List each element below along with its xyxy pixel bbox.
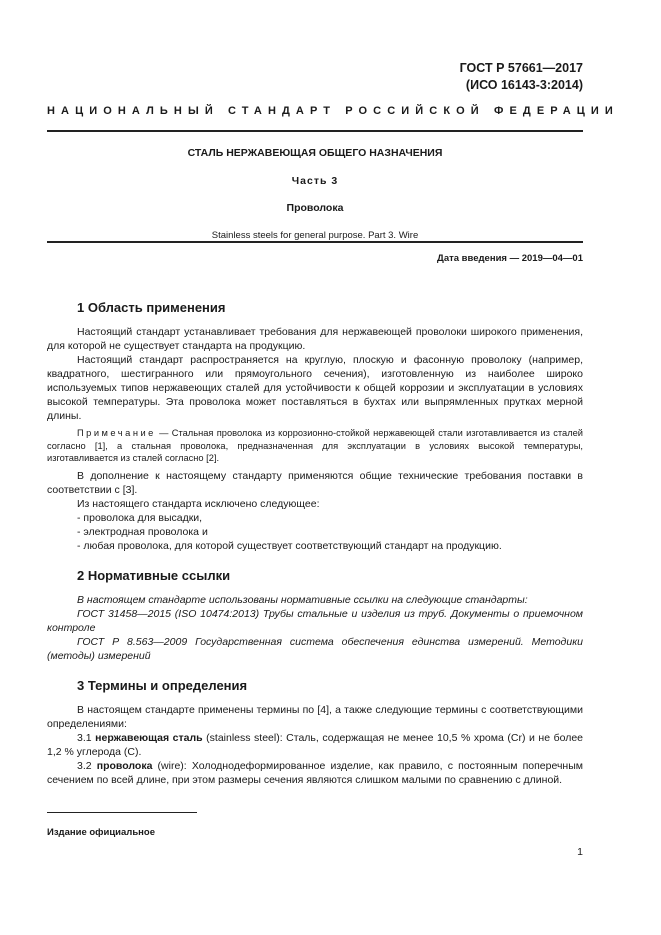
introduction-date: Дата введения — 2019—04—01 <box>437 253 583 264</box>
paragraph: Настоящий стандарт устанавливает требования для нержавеющей проволоки широкого применения, для которой не существует стандарта на продукцию. <box>47 326 583 352</box>
section-terms <box>47 679 583 787</box>
footer-divider <box>47 812 197 813</box>
paragraph: В настоящем стандарте использованы нормативные ссылки на следующие стандарты: <box>77 593 528 606</box>
list-item: - электродная проволока и <box>77 525 208 538</box>
gost-number: ГОСТ Р 57661—2017 <box>459 61 583 75</box>
reference-item: ГОСТ 31458—2015 (ISO 10474:2013) Трубы стальные и изделия из труб. Документы о приемочном контроле <box>47 607 583 634</box>
header-divider <box>47 130 583 132</box>
term: проволока <box>96 759 153 772</box>
paragraph: В дополнение к настоящему стандарту применяются общие технические требования поставки в соответствии с [3]. <box>47 469 583 496</box>
title-divider <box>47 241 583 243</box>
iso-number: (ИСО 16143-3:2014) <box>465 78 583 92</box>
title-block <box>47 147 583 241</box>
document-subtitle: Проволока <box>286 202 344 214</box>
definition: (wire): Холоднодеформированное изделие, как правило, с постоянным поперечным сечением по всей длине, при этом размеры сечения являются слишком малыми по сравнению с длиной. <box>47 759 583 786</box>
note <box>47 427 583 465</box>
document-body <box>47 301 583 787</box>
section-heading: 3 Термины и определения <box>77 677 248 693</box>
term-definition <box>47 731 583 759</box>
paragraph: В настоящем стандарте применены термины по [4], а также следующие термины с соответствующими определениями: <box>47 703 583 730</box>
list-item: - проволока для высадки, <box>77 511 203 524</box>
edition-label: Издание официальное <box>47 827 155 838</box>
section-normative-references <box>47 569 583 663</box>
paragraph: Из настоящего стандарта исключено следующее: <box>77 497 320 510</box>
document-identifier <box>460 60 583 94</box>
paragraph: Настоящий стандарт распространяется на круглую, плоскую и фасонную проволоку (например, квадратного, шестигранного или прямоугольного сечения), изготовленную из наиболее широко используемых типов нержавеющих сталей для устойчивости к общей коррозии и эксплуатации в условиях высокой температуры. Эта проволока может поставляться в бухтах или выпрямленных прутках мерной длины. <box>47 354 583 422</box>
reference-item: ГОСТ Р 8.563—2009 Государственная система обеспечения единства измерений. Методики (методы) измерений <box>47 635 583 662</box>
note-label: Примечание <box>77 428 156 438</box>
section-heading: 1 Область применения <box>77 300 226 315</box>
note-text: — Стальная проволока из коррозионно-стойкой нержавеющей стали изготавливается из сталей согласно [1], а стальная проволока, предназначенная для эксплуатации в условиях высокой температуры, изготавливается из сталей согласно [2]. <box>47 428 583 463</box>
term-number: 3.1 <box>77 731 96 744</box>
document-title: СТАЛЬ НЕРЖАВЕЮЩАЯ ОБЩЕГО НАЗНАЧЕНИЯ <box>187 147 443 159</box>
section-heading: 2 Нормативные ссылки <box>77 567 231 583</box>
list-item: - любая проволока, для которой существует соответствующий стандарт на продукцию. <box>77 539 502 552</box>
definition: (stainless steel): Сталь, содержащая не менее 10,5 % хрома (Cr) и не более 1,2 % углерода (С). <box>47 731 584 758</box>
page-number: 1 <box>577 846 583 858</box>
section-scope <box>47 301 583 553</box>
document-part: Часть 3 <box>291 175 339 187</box>
term-number: 3.2 <box>77 759 97 772</box>
national-standard-banner: НАЦИОНАЛЬНЫЙ СТАНДАРТ РОССИЙСКОЙ ФЕДЕРАЦИИ <box>47 105 619 117</box>
term-definition <box>47 759 583 787</box>
english-title: Stainless steels for general purpose. Part 3. Wire <box>211 230 419 241</box>
term: нержавеющая сталь <box>95 731 203 744</box>
